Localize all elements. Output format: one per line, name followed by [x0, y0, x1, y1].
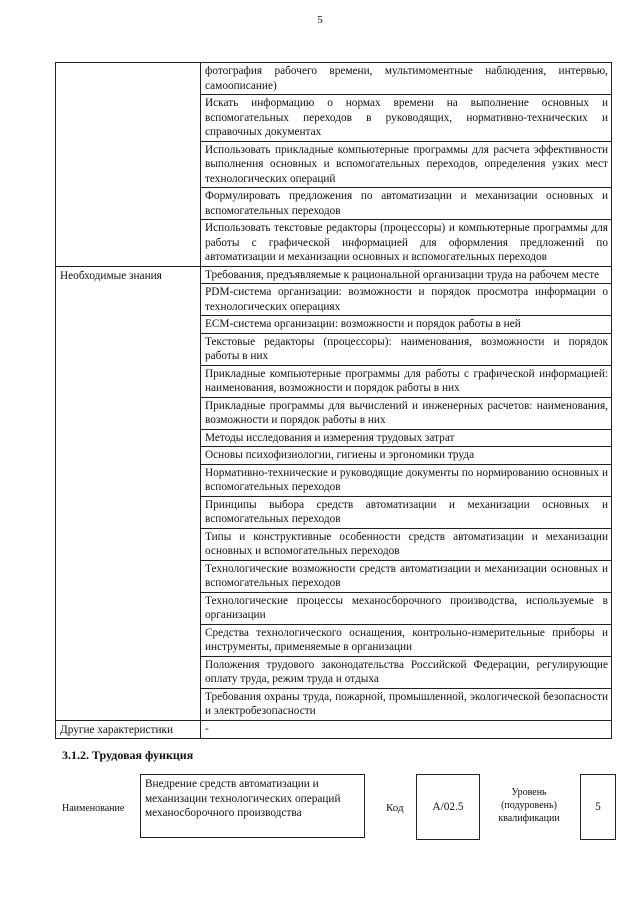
- requirement-text: фотография рабочего времени, мультимоментные наблюдения, интервью, самоописание): [201, 63, 612, 95]
- requirements-table: [55, 62, 612, 739]
- requirement-text: Использовать текстовые редакторы (процессоры) и компьютерные программы для работы с графической информацией для оформления предложений по автоматизации и механизации основных и вспомогательных переходов: [201, 220, 612, 267]
- requirement-text: Прикладные программы для вычислений и инженерных расчетов: наименования, возможности и порядок работы в них: [201, 397, 612, 429]
- page-number: 5: [317, 14, 323, 26]
- level-label: Уровень (подуровень) квалификации: [498, 787, 560, 824]
- name-value: Внедрение средств автоматизации и механизации технологических операций механосборочного производства: [145, 778, 341, 819]
- code-value: А/02.5: [432, 800, 464, 813]
- requirement-text: ECM-система организации: возможности и порядок работы в ней: [201, 316, 612, 334]
- section-title: 3.1.2. Трудовая функция: [62, 748, 194, 762]
- requirement-text: Нормативно-технические и руководящие документы по нормированию основных и вспомогательных переходов: [201, 464, 612, 496]
- requirements-table-body: [56, 63, 612, 739]
- requirement-text: Искать информацию о нормах времени на выполнение основных и вспомогательных переходов в руководящих, нормативно-технических и справочных документах: [201, 95, 612, 142]
- table-row: [56, 720, 612, 739]
- requirement-text: Требования охраны труда, пожарной, промышленной, экологической безопасности и электробезопасности: [201, 688, 612, 720]
- requirement-text: Основы психофизиологии, гигиены и эргономики труда: [201, 447, 612, 465]
- requirement-text: Требования, предъявляемые к рациональной организации труда на рабочем месте: [201, 266, 612, 284]
- requirement-text: Средства технологического оснащения, контрольно-измерительные приборы и инструменты, применяемые в организации: [201, 624, 612, 656]
- group-label: Необходимые знания: [56, 266, 201, 720]
- requirement-text: Технологические возможности средств автоматизации и механизации основных и вспомогательных переходов: [201, 560, 612, 592]
- requirement-text: Формулировать предложения по автоматизации и механизации основных и вспомогательных переходов: [201, 188, 612, 220]
- requirement-text: Положения трудового законодательства Российской Федерации, регулирующие оплату труда, режим труда и отдыха: [201, 656, 612, 688]
- requirement-text: Типы и конструктивные особенности средств автоматизации и механизации основных и вспомогательных переходов: [201, 528, 612, 560]
- requirement-text: Использовать прикладные компьютерные программы для расчета эффективности выполнения основных и вспомогательных переходов, определения узких мест технологических операций: [201, 141, 612, 188]
- requirement-text: Прикладные компьютерные программы для работы с графической информацией: наименования, возможности и порядок работы в них: [201, 365, 612, 397]
- requirement-text: Методы исследования и измерения трудовых затрат: [201, 429, 612, 447]
- name-value-box: [140, 774, 365, 838]
- table-row: [56, 266, 612, 284]
- requirement-text: -: [201, 720, 612, 739]
- table-row: [56, 63, 612, 95]
- requirement-text: Технологические процессы механосборочного производства, используемые в организации: [201, 592, 612, 624]
- requirement-text: Принципы выбора средств автоматизации и механизации основных и вспомогательных переходов: [201, 496, 612, 528]
- level-value: 5: [595, 800, 601, 813]
- group-label: [56, 63, 201, 267]
- name-label: Наименование: [62, 803, 125, 814]
- level-value-box: [580, 774, 616, 840]
- requirement-text: Текстовые редакторы (процессоры): наименования, возможности и порядок работы в них: [201, 333, 612, 365]
- group-label: Другие характеристики: [56, 720, 201, 739]
- code-label: Код: [386, 802, 404, 814]
- code-value-box: [416, 774, 480, 840]
- requirement-text: PDM-система организации: возможности и порядок просмотра информации о технологических операциях: [201, 284, 612, 316]
